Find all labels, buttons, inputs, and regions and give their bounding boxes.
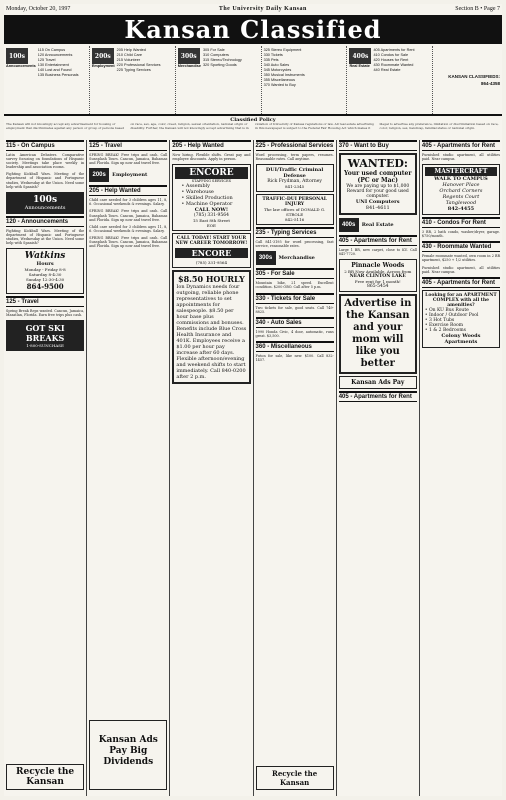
column-3 [170, 140, 253, 796]
section-head: 235 - Typing Services [256, 227, 334, 238]
contact-phone: 864-4358 [480, 81, 500, 86]
index-item: 120 Announcements [37, 53, 73, 57]
section-head: 205 - Help Wanted [172, 140, 250, 151]
index-item: 305 For Sale [202, 48, 225, 52]
policy-title: Classified Policy [230, 117, 276, 123]
section-head: 410 - Condos For Rent [422, 217, 500, 228]
ski-title: GOT SKI BREAKS [25, 323, 65, 344]
index-item: 370 Wanted to Buy [263, 83, 296, 87]
section-text: Fighting Kickball Wars. Meeting of the department of Hispanic and Portuguese studies, Wednesday at the Union. Need some help with Spanish? [6, 172, 85, 189]
encore-eoe: EOE [206, 223, 216, 229]
index-400s-list [373, 48, 414, 112]
traffic-office: The law offices of DONALD G. STROLE [264, 207, 326, 218]
kansan-ads-pay [89, 720, 167, 790]
section-text: Fighting Kickball Wars. Meeting of the department of Hispanic and Portuguese studies, Wednesday at the Union. Need some help with Spanish? [6, 228, 85, 246]
section-text: Female roommate wanted, own room in 2 BR apartment, $250 + 1/2 utilities. [421, 254, 501, 263]
ski-ad [6, 320, 84, 351]
pinnacle-phone: 865-5454 [366, 284, 389, 290]
index-item: 335 Pets [263, 58, 279, 62]
encore-tag: STAFFING SERVICES [191, 179, 232, 184]
section-text: 1990 Honda Civic, 4 door, automatic, runs great. $3,500. [255, 329, 334, 338]
watkins-ad [6, 248, 84, 294]
section-text: Two tickets for sale, good seats. Call 749-8825. [255, 305, 334, 314]
index-item: 210 Child Care [116, 53, 142, 57]
colony-item: • 1 & 2 Bedrooms [424, 327, 466, 333]
index-100s [4, 46, 90, 114]
recycle-2-title: Recycle the Kansan [272, 769, 318, 787]
index-item: 330 Tickets [263, 53, 283, 57]
section-head: 405 - Apartments for Rent [422, 277, 500, 288]
section-head: 360 - Miscellaneous [256, 341, 334, 352]
mastercraft-prop: Regents Court [442, 194, 480, 201]
wanted-phone: 841-4611 [365, 205, 390, 211]
header-section: Section B • Page 7 [455, 6, 500, 12]
pinnacle-addr: NEAR CLINTON LAKE [349, 274, 406, 280]
index-100s-label: Announcements [6, 64, 36, 68]
section-text: Call 841-3195 for word processing, fast service, reasonable rates. [255, 240, 334, 249]
section-head: 330 - Tickets for Sale [256, 293, 334, 304]
section-head: 305 - For Sale [256, 268, 334, 279]
lawyer-title: DUI/Traffic Criminal Defense [265, 167, 324, 180]
announcements-box [6, 192, 84, 214]
index-200s-label: Employment [91, 64, 115, 68]
index-item: 225 Typing Services [116, 68, 151, 72]
mastercraft-walk: WALK TO CAMPUS [434, 176, 488, 183]
index-item: 205 Help Wanted [116, 48, 146, 52]
traffic-phone: 842-5116 [285, 217, 305, 223]
encore-addr: 15 East 8th Street [192, 218, 231, 224]
watkins-sun: Sunday 12:30-4:30 [25, 277, 65, 283]
section-text: Mountain bike, 21 speed. Excellent condition. $200 OBO. Call after 5 p.m. [255, 281, 334, 290]
section-head: 405 - Apartments for Rent [422, 140, 500, 151]
index-item: 350 Musical Instruments [263, 73, 305, 77]
index-item: 325 Stereo Equipment [263, 48, 302, 52]
index-item: 440 Real Estate [373, 68, 401, 72]
section-text: Latin American Debaters. Comparative survey focusing on foundations of Hispanic society. Meetings take place weekly in leadership and association rooms. [6, 153, 85, 170]
mastercraft-name: MASTERCRAFT [425, 167, 497, 176]
index-400s [347, 46, 433, 114]
contact-label: KANSAN CLASSIFIEDS: [448, 74, 500, 79]
classified-banner [4, 15, 502, 44]
classified-title: Kansan Classified [124, 15, 382, 44]
mastercraft-ad [422, 164, 500, 215]
section-head: 370 - Want to Buy [339, 140, 417, 151]
index-100s-list [38, 48, 79, 112]
section-text: Word processing, term papers, resumes. Reasonable rates. Call anytime. [255, 153, 334, 162]
bonus-title: $8.50 HOURLY [178, 274, 245, 285]
colony-item: • 3 Hot Tubs [424, 317, 455, 323]
section-text: Furnished studio apartment, all utilities paid. Near campus. [421, 265, 501, 274]
section-text: SPRING BREAK! Free trips and cash. Call Sunsplash Tours. Cancun, Jamaica, Bahamas and Florida. Sign up now and travel free. [89, 235, 168, 249]
recycle-ad-2 [256, 766, 334, 790]
newspaper-page [4, 4, 502, 796]
index-item: 320 Sporting Goods [202, 63, 237, 67]
index-item: 140 Lost and Found [37, 68, 72, 72]
section-text: Spring Break Reps wanted. Cancun, Jamaica, Mazatlan, Florida. Earn free trips plus cash. [6, 309, 85, 318]
advertise-text: Advertise in the Kansan and your mom will like you better [344, 298, 412, 370]
colony-item: • Exercise Room [424, 322, 464, 328]
traffic-title: TRAFFIC-DUI PERSONAL INJURY [262, 197, 327, 208]
encore-line: • Warehouse [181, 189, 214, 196]
real-estate-label: Real Estate [361, 222, 394, 228]
employment-stamp [89, 168, 167, 182]
pinnacle-tag: 2 BR Now Available. Across from [344, 269, 412, 275]
pinnacle-rent: Free rent for 1 month! [354, 279, 401, 285]
column-4 [254, 140, 337, 796]
contact-box [433, 46, 502, 114]
encore-name: ENCORE [175, 167, 247, 179]
wanted-name: UNI Computers [355, 199, 400, 205]
index-item: 405 Apartments for Rent [373, 48, 415, 52]
index-item: 130 Entertainment [37, 63, 69, 67]
colony-title: Colony Woods Apartments [441, 332, 481, 345]
lawyer-ad [256, 164, 334, 192]
recycle-ad [6, 764, 84, 790]
watkins-hours: Hours [36, 261, 54, 268]
encore-phone: (785) 331-9564 [193, 213, 229, 219]
section-text: Child care needed for 3 children ages 11, 8, 6. Occasional weekends & evenings. Salary. [89, 198, 168, 207]
section-head: 405 - Apartments for Rent [339, 391, 417, 402]
index-100s-badge: 100s [6, 48, 28, 64]
real-estate-num: 400s [339, 218, 359, 232]
kansan-ads-pay-2-title: Kansan Ads Pay [351, 379, 405, 387]
wanted-sub: Your used computer (PC or Mac) [344, 170, 412, 184]
encore-ad [172, 164, 250, 231]
column-2 [87, 140, 170, 796]
section-text: Futon for sale, like new. $100. Call 832-1457. [255, 353, 334, 363]
pinnacle-ad [339, 259, 417, 292]
watkins-days: Monday - Friday 8-8 [24, 267, 66, 273]
watkins-sat: Saturday 8-4:30 [28, 272, 62, 278]
page-header [4, 4, 502, 14]
ski-phone: 1-800-SUNCHASE [26, 343, 64, 349]
watkins-title: Watkins [24, 251, 66, 262]
index-400s-label: Real Estate [349, 64, 370, 68]
colony-item: • On KU Bus Route [424, 307, 469, 313]
index-200s-badge: 200s [92, 48, 114, 64]
employment-num: 200s [89, 168, 109, 182]
wanted-offer: We are paying up to $1,000 Reward for your good used computer. [346, 184, 410, 199]
traffic-ad [256, 194, 334, 225]
wanted-title: WANTED: [347, 157, 408, 170]
section-head: 120 - Announcements [6, 216, 84, 227]
section-text: Furnished studio apartment, all utilities paid. Near campus. [421, 153, 501, 162]
index-300s-cont [262, 46, 348, 114]
bonus-text: Ion Dynamics needs four outgoing, reliable phone representatives to set appointments for salespeople. $8.50 per hour base plus commissions and bonuses. Benefits include Blue Cross Health Insurance and 401K. Employees receive a $1.00 per hour pay increase after 60 days. Flexible afternoon/evening and weekend shifts to start immediately. Call 840-0200 after 2 p.m. [176, 284, 247, 381]
index-300s [176, 46, 262, 114]
section-text: Large 1 BR, new carpet, close to KU. Call 841-7720. [338, 248, 417, 257]
policy-text: The Kansan will not knowingly accept any advertisement for housing or employment that discriminates against any person or group of persons based on race, sex, age, color, creed, religion, sexual orientation, national origin or disability. Further, the Kansan will not knowingly accept advertising that is in violation of University of Kansas regulations or law. All real estate advertising in this newspaper is subject to the Federal Fair Housing Act which makes it illegal to advertise any preference, limitation or discrimination based on race, color, religion, sex, handicap, familial status or national origin. [6, 122, 499, 130]
section-head: 125 - Travel [89, 140, 167, 151]
section-text: Child care needed for 3 children ages 11, 8, 6. Occasional weekends & evenings. Salary. [89, 224, 168, 233]
encore-line: • Assembly [181, 183, 210, 190]
employment-label: Employment [112, 172, 148, 179]
section-text: Now hiring. Flexible shifts. Great pay and employee discounts. Apply in person. [172, 153, 251, 162]
mastercraft-phone: 842-4455 [447, 206, 475, 213]
colony-text: Looking for an APARTMENT COMPLEX with all the amenities? [425, 292, 497, 308]
wanted-ad [339, 153, 417, 215]
index-item: 125 Travel [37, 58, 56, 62]
index-item: 410 Condos for Sale [373, 53, 409, 57]
classified-columns [4, 140, 502, 796]
index-item: 340 Auto Sales [263, 63, 290, 67]
encore2-call: CALL TODAY! START YOUR NEW CAREER TOMORROW! [175, 236, 248, 247]
announcements-label: Announcements [24, 204, 66, 211]
index-item: 220 Professional Services [116, 63, 161, 67]
colony-woods-ad [422, 290, 500, 348]
recycle-title: Recycle the Kansan [16, 767, 75, 787]
merchandise-stamp [256, 251, 334, 265]
merchandise-label: Merchandise [278, 255, 315, 262]
mastercraft-prop: Orchard Corners [439, 188, 483, 195]
column-6 [420, 140, 502, 796]
announcements-num: 100s [33, 194, 58, 205]
advertise-ad [339, 294, 417, 374]
header-date: Monday, October 20, 1997 [6, 6, 71, 12]
section-head: 205 - Help Wanted [89, 185, 167, 196]
pinnacle-name: Pinnacle Woods [351, 262, 405, 270]
colony-item: • Indoor / Outdoor Pool [424, 312, 479, 318]
lawyer-name: Rick Frydman, Attorney [267, 179, 322, 185]
encore2-phone: (785) 331-9564 [195, 260, 228, 266]
kansan-ads-pay-2 [339, 376, 417, 389]
encore-ad-2 [172, 233, 250, 268]
section-head: 115 - On Campus [6, 140, 84, 151]
mastercraft-prop: Tanglewood [445, 200, 477, 207]
section-head: 405 - Apartments for Rent [339, 235, 417, 246]
column-1 [4, 140, 87, 796]
section-head: 430 - Roommate Wanted [422, 241, 500, 252]
encore2-name: ENCORE [175, 248, 247, 258]
index-300s-cont-list [264, 48, 305, 112]
encore-line: • Machine Operator [181, 201, 233, 208]
section-head: 225 - Professional Services [256, 140, 334, 151]
classified-policy [4, 117, 502, 139]
section-text: SPRING BREAK! Free trips and cash. Call Sunsplash Tours. Cancun, Jamaica, Bahamas and Florida. Sign up now and travel free. [89, 209, 168, 222]
index-300s-label: Merchandise [177, 64, 201, 68]
index-300s-badge: 300s [178, 48, 200, 64]
mastercraft-prop: Hanover Place [442, 182, 480, 189]
index-item: 310 Computers [202, 53, 229, 57]
index-item: 315 Stereo/Technology [202, 58, 242, 62]
index-item: 345 Motorcycles [263, 68, 292, 72]
index-item: 355 Miscellaneous [263, 78, 296, 82]
kansan-ads-title: Kansan Ads Pay Big Dividends [98, 735, 158, 767]
index-200s [90, 46, 176, 114]
encore-call: CALL NOW! [194, 207, 229, 214]
index-item: 420 Houses for Rent [373, 58, 409, 62]
bonus-ad [172, 270, 250, 384]
index-200s-list [117, 48, 161, 112]
lawyer-phone: 841-2345 [285, 184, 305, 190]
watkins-phone: 864-9500 [26, 282, 64, 292]
index-item: 115 On Campus [37, 48, 66, 52]
real-estate-stamp [339, 218, 417, 232]
section-text: SPRING BREAK! Free trips and cash. Call Sunsplash Tours. Cancun, Jamaica, Bahamas and Florida. Sign up now and travel free. [89, 153, 168, 166]
section-head: 340 - Auto Sales [256, 317, 334, 328]
index-300s-list [203, 48, 242, 112]
merchandise-num: 300s [256, 251, 276, 265]
index-item: 430 Roommate Wanted [373, 63, 414, 67]
classified-index [4, 46, 502, 116]
section-text: 3 BR, 2 bath condo, washer/dryer, garage. $750/month. [421, 230, 501, 239]
index-item: 215 Volunteer [116, 58, 141, 62]
index-item: 135 Business Personals [37, 73, 79, 77]
encore-line: • Skilled Production [181, 195, 233, 202]
column-5 [337, 140, 420, 796]
header-paper: The University Daily Kansan [218, 6, 307, 12]
index-400s-badge: 400s [349, 48, 371, 64]
section-head: 125 - Travel [6, 296, 84, 307]
